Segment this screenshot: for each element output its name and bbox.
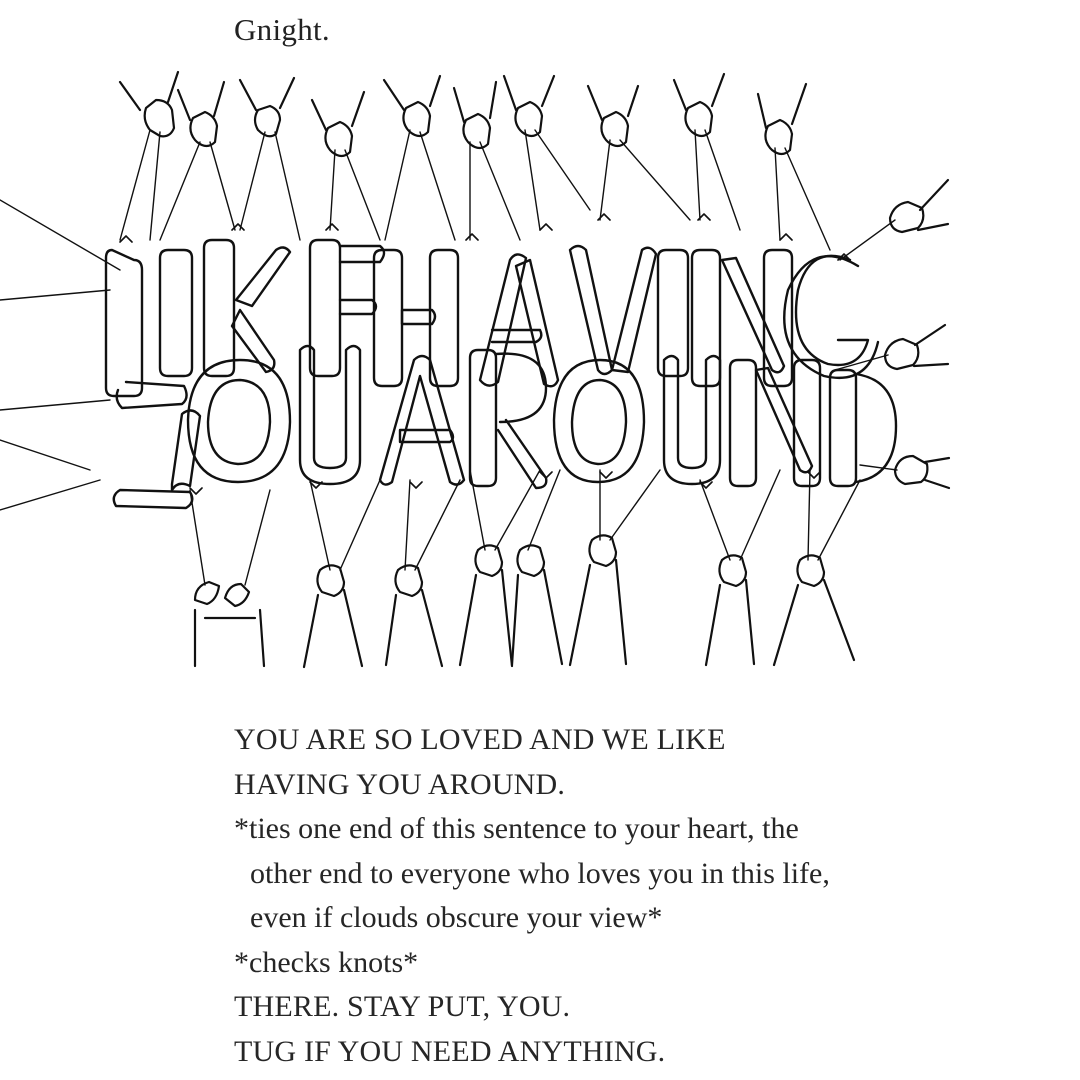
- page-title: Gnight.: [234, 12, 330, 47]
- hand-icon: [386, 565, 442, 666]
- hand-icon: [384, 76, 440, 136]
- hand-icon: [895, 456, 949, 488]
- hand-icon: [504, 76, 554, 136]
- hand-icon: [460, 545, 512, 666]
- hand-icon: [674, 74, 724, 136]
- poem-line: THERE. STAY PUT, YOU.: [234, 990, 571, 1023]
- poem-line: HAVING YOU AROUND.: [234, 767, 566, 801]
- poem-line: *checks knots*: [234, 945, 419, 979]
- hand-icon: [454, 82, 496, 148]
- knots: [120, 214, 850, 494]
- hand-icon: [758, 84, 806, 154]
- rope-lines: [0, 130, 897, 585]
- rope-letters-hands-illustration: [0, 70, 1080, 680]
- hand-icon: [706, 555, 754, 665]
- poem-line: even if clouds obscure your view*: [250, 901, 663, 934]
- hand-icon: [312, 92, 364, 156]
- hand-icon: [240, 78, 294, 136]
- hand-icon: [178, 82, 224, 146]
- hand-icon: [195, 582, 264, 666]
- poem-line: YOU ARE SO LOVED AND WE LIKE: [234, 723, 726, 756]
- hand-icon: [570, 535, 626, 665]
- poem-line: TUG IF YOU NEED ANYTHING.: [234, 1034, 666, 1068]
- poem-line: *ties one end of this sentence to your heart, the: [234, 812, 799, 845]
- hand-icon: [885, 325, 948, 369]
- hand-icon: [120, 72, 178, 136]
- rope-letters-bottom: [114, 346, 896, 508]
- hand-icon: [588, 86, 638, 146]
- hand-icon: [304, 565, 362, 667]
- poem-text: [234, 718, 1054, 1074]
- hand-icon: [890, 180, 948, 232]
- hand-icon: [774, 555, 854, 665]
- hand-icon: [512, 545, 562, 665]
- poem-line: other end to everyone who loves you in this life,: [250, 856, 830, 890]
